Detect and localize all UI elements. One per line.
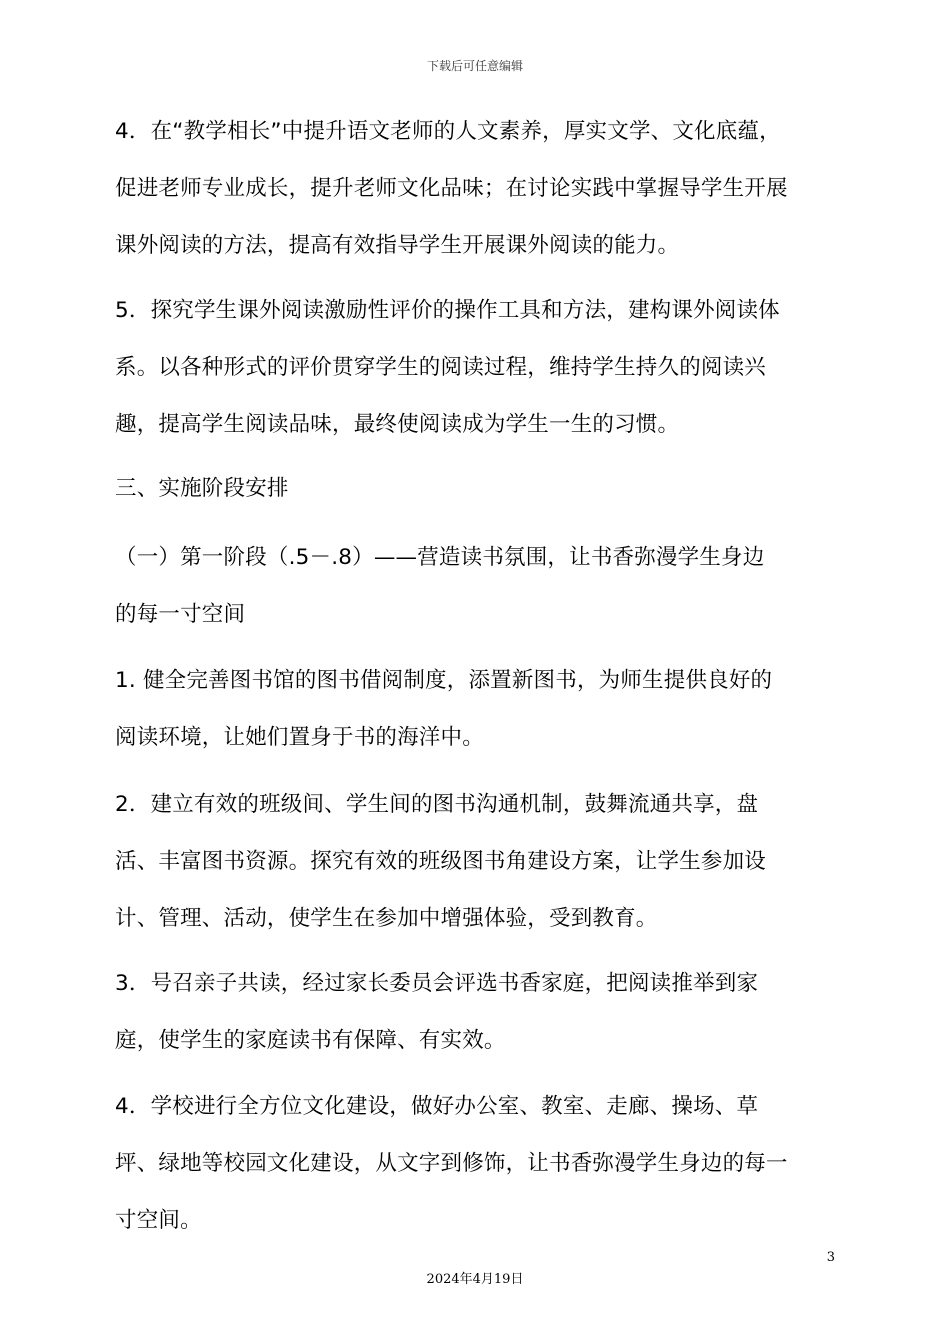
paragraph-item-2 xyxy=(115,776,840,947)
text-line: 寸空间。 xyxy=(115,1208,202,1233)
text-line: 4．在“教学相长”中提升语文老师的人文素养，厚实文学、文化底蕴， xyxy=(115,119,781,144)
text-line: 计、管理、活动，使学生在参加中增强体验，受到教育。 xyxy=(115,906,658,931)
text-line: 促进老师专业成长，提升老师文化品味；在讨论实践中掌握导学生开展 xyxy=(115,176,788,201)
text-line: 3．号召亲子共读，经过家长委员会评选书香家庭，把阅读推举到家 xyxy=(115,971,759,996)
text-line: 课外阅读的方法，提高有效指导学生开展课外阅读的能力。 xyxy=(115,233,680,258)
page-number: 3 xyxy=(826,1250,835,1265)
text-line: 2．建立有效的班级间、学生间的图书沟通机制，鼓舞流通共享，盘 xyxy=(115,792,759,817)
paragraph-item-4 xyxy=(115,1078,840,1249)
text-line: 庭，使学生的家庭读书有保障、有实效。 xyxy=(115,1028,506,1053)
text-line: 坪、绿地等校园文化建设，从文字到修饰，让书香弥漫学生身边的每一 xyxy=(115,1151,788,1176)
footer-date: 2024年4月19日 xyxy=(426,1272,524,1287)
text-line: 4．学校进行全方位文化建设，做好办公室、教室、走廊、操场、草 xyxy=(115,1094,759,1119)
text-line: 系。以各种形式的评价贯穿学生的阅读过程，维持学生持久的阅读兴 xyxy=(115,355,767,380)
text-line: 1. 健全完善图书馆的图书借阅制度，添置新图书，为师生提供良好的 xyxy=(115,668,773,693)
paragraph-item-3 xyxy=(115,955,840,1069)
paragraph-goal-5 xyxy=(115,282,840,453)
text-line: （一）第一阶段（.5－.8）——营造读书氛围，让书香弥漫学生身边 xyxy=(115,545,765,570)
paragraph-goal-4 xyxy=(115,103,840,274)
text-line: 阅读环境，让她们置身于书的海洋中。 xyxy=(115,725,484,750)
paragraph-item-1 xyxy=(115,652,840,766)
heading-line: 三、实施阶段安排 xyxy=(115,476,289,501)
subsection-heading xyxy=(115,529,840,643)
page-header: 下载后可任意编辑 xyxy=(426,59,523,73)
text-line: 趣，提高学生阅读品味，最终使阅读成为学生一生的习惯。 xyxy=(115,412,680,437)
text-line: 5．探究学生课外阅读激励性评价的操作工具和方法，建构课外阅读体 xyxy=(115,298,780,323)
text-line: 的每一寸空间 xyxy=(115,602,246,627)
section-heading xyxy=(115,460,840,517)
text-line: 活、丰富图书资源。探究有效的班级图书角建设方案，让学生参加设 xyxy=(115,849,767,874)
